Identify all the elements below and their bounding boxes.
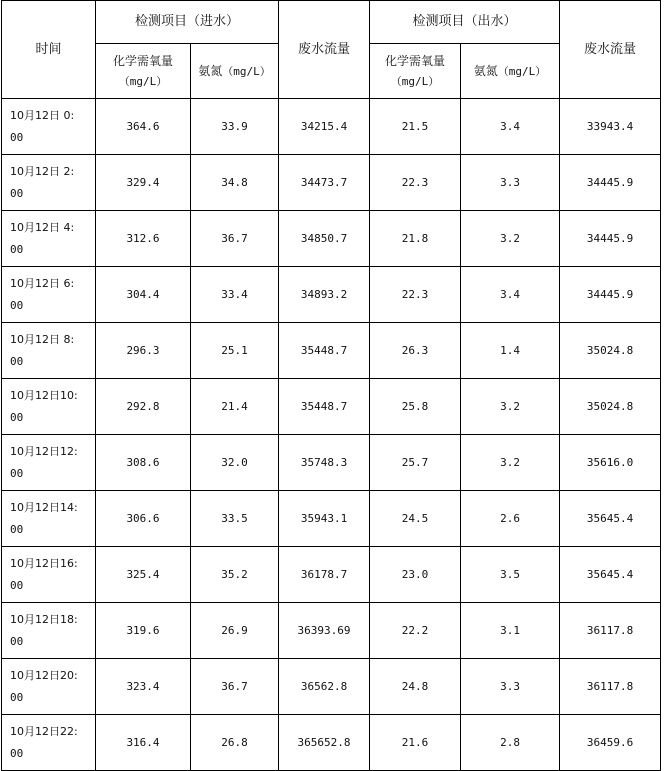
effluent-cod-cell: 23.0 [370,547,461,603]
influent-ammonia-cell: 21.4 [191,379,279,435]
effluent-ammonia-cell: 1.4 [461,323,560,379]
cod-unit: （mg/L） [118,74,168,88]
table-row [2,155,661,211]
influent-cod-cell: 329.4 [96,155,191,211]
effluent-cod-cell: 24.8 [370,659,461,715]
time-minutes: 00 [10,186,24,200]
effluent-cod-cell: 25.7 [370,435,461,491]
influent-cod-cell: 292.8 [96,379,191,435]
table-row [2,211,661,267]
influent-group-header: 检测项目（进水） [96,1,279,44]
effluent-cod-cell: 25.8 [370,379,461,435]
effluent-flow-cell: 34445.9 [560,267,661,323]
time-minutes: 00 [10,634,24,648]
influent-flow-cell: 35448.7 [279,379,370,435]
influent-flow-cell: 36393.69 [279,603,370,659]
ammonia-unit: （mg/L） [222,64,271,78]
effluent-cod-cell: 22.2 [370,603,461,659]
effluent-flow-cell: 35645.4 [560,547,661,603]
influent-ammonia-cell: 36.7 [191,211,279,267]
effluent-ammonia-cell: 3.2 [461,435,560,491]
influent-flow-cell: 34893.2 [279,267,370,323]
effluent-cod-cell: 21.6 [370,715,461,771]
time-cell [2,603,96,659]
time-minutes: 00 [10,578,24,592]
time-minutes: 00 [10,354,24,368]
influent-ammonia-cell: 34.8 [191,155,279,211]
effluent-flow-cell: 36117.8 [560,603,661,659]
effluent-flow-cell: 34445.9 [560,211,661,267]
time-minutes: 00 [10,746,24,760]
time-cell [2,99,96,155]
time-date-hour: 10月12日 6: [10,276,75,290]
time-cell [2,547,96,603]
effluent-ammonia-cell: 3.1 [461,603,560,659]
cod-label: 化学需氧量 [112,53,173,68]
effluent-flow-cell: 36117.8 [560,659,661,715]
time-date-hour: 10月12日10: [10,388,78,402]
effluent-flow-cell: 34445.9 [560,155,661,211]
table-row [2,323,661,379]
effluent-ammonia-cell: 3.3 [461,155,560,211]
time-date-hour: 10月12日20: [10,668,78,682]
time-cell [2,323,96,379]
table-row [2,491,661,547]
effluent-ammonia-cell: 3.3 [461,659,560,715]
influent-ammonia-cell: 26.8 [191,715,279,771]
time-date-hour: 10月12日16: [10,556,78,570]
influent-flow-header: 废水流量 [279,1,370,99]
time-cell [2,659,96,715]
influent-flow-cell: 365652.8 [279,715,370,771]
influent-ammonia-cell: 33.4 [191,267,279,323]
time-cell [2,211,96,267]
influent-ammonia-header [191,44,279,99]
time-minutes: 00 [10,466,24,480]
effluent-flow-cell: 35616.0 [560,435,661,491]
effluent-ammonia-cell: 2.6 [461,491,560,547]
influent-ammonia-cell: 26.9 [191,603,279,659]
effluent-ammonia-cell: 2.8 [461,715,560,771]
ammonia-label: 氨氮 [473,63,498,78]
effluent-ammonia-cell: 3.5 [461,547,560,603]
effluent-cod-header [370,44,461,99]
time-date-hour: 10月12日 2: [10,164,75,178]
time-minutes: 00 [10,298,24,312]
table-row [2,603,661,659]
ammonia-unit: （mg/L） [497,64,547,78]
effluent-flow-cell: 35645.4 [560,491,661,547]
influent-flow-cell: 34215.4 [279,99,370,155]
time-cell [2,491,96,547]
time-date-hour: 10月12日 8: [10,332,75,346]
influent-cod-cell: 316.4 [96,715,191,771]
effluent-flow-cell: 36459.6 [560,715,661,771]
effluent-cod-cell: 21.5 [370,99,461,155]
table-row [2,379,661,435]
effluent-cod-cell: 26.3 [370,323,461,379]
time-minutes: 00 [10,410,24,424]
time-minutes: 00 [10,690,24,704]
time-cell [2,267,96,323]
influent-flow-cell: 35448.7 [279,323,370,379]
influent-cod-cell: 364.6 [96,99,191,155]
effluent-flow-cell: 35024.8 [560,323,661,379]
table-row [2,715,661,771]
influent-cod-cell: 296.3 [96,323,191,379]
influent-flow-cell: 35943.1 [279,491,370,547]
time-minutes: 00 [10,130,24,144]
effluent-ammonia-cell: 3.4 [461,267,560,323]
cod-label: 化学需氧量 [385,53,446,68]
influent-ammonia-cell: 32.0 [191,435,279,491]
influent-cod-header [96,44,191,99]
table-row [2,99,661,155]
effluent-ammonia-cell: 3.2 [461,379,560,435]
effluent-cod-cell: 22.3 [370,267,461,323]
influent-cod-cell: 319.6 [96,603,191,659]
time-date-hour: 10月12日12: [10,444,78,458]
influent-cod-cell: 325.4 [96,547,191,603]
influent-cod-cell: 304.4 [96,267,191,323]
time-date-hour: 10月12日 0: [10,108,75,122]
influent-cod-cell: 308.6 [96,435,191,491]
time-cell [2,155,96,211]
effluent-cod-cell: 21.8 [370,211,461,267]
effluent-ammonia-cell: 3.2 [461,211,560,267]
influent-flow-cell: 36178.7 [279,547,370,603]
monitoring-table [1,0,661,771]
effluent-flow-cell: 33943.4 [560,99,661,155]
time-cell [2,435,96,491]
influent-flow-cell: 35748.3 [279,435,370,491]
ammonia-label: 氨氮 [198,63,223,78]
influent-ammonia-cell: 36.7 [191,659,279,715]
influent-flow-cell: 36562.8 [279,659,370,715]
influent-ammonia-cell: 35.2 [191,547,279,603]
influent-cod-cell: 323.4 [96,659,191,715]
influent-ammonia-cell: 33.5 [191,491,279,547]
influent-flow-cell: 34473.7 [279,155,370,211]
time-cell [2,715,96,771]
time-header: 时间 [2,1,96,99]
table-row [2,659,661,715]
table-row [2,547,661,603]
effluent-ammonia-header [461,44,560,99]
influent-ammonia-cell: 33.9 [191,99,279,155]
time-minutes: 00 [10,242,24,256]
influent-ammonia-cell: 25.1 [191,323,279,379]
effluent-group-header: 检测项目（出水） [370,1,560,44]
table-row [2,267,661,323]
influent-cod-cell: 306.6 [96,491,191,547]
effluent-flow-header: 废水流量 [560,1,661,99]
time-date-hour: 10月12日22: [10,724,78,738]
influent-cod-cell: 312.6 [96,211,191,267]
effluent-cod-cell: 24.5 [370,491,461,547]
time-date-hour: 10月12日14: [10,500,78,514]
effluent-flow-cell: 35024.8 [560,379,661,435]
time-cell [2,379,96,435]
effluent-cod-cell: 22.3 [370,155,461,211]
cod-unit: （mg/L） [390,74,440,88]
table-body [2,99,661,771]
effluent-ammonia-cell: 3.4 [461,99,560,155]
table-row [2,435,661,491]
time-date-hour: 10月12日18: [10,612,78,626]
influent-flow-cell: 34850.7 [279,211,370,267]
time-date-hour: 10月12日 4: [10,220,75,234]
time-minutes: 00 [10,522,24,536]
table-header [2,1,661,99]
